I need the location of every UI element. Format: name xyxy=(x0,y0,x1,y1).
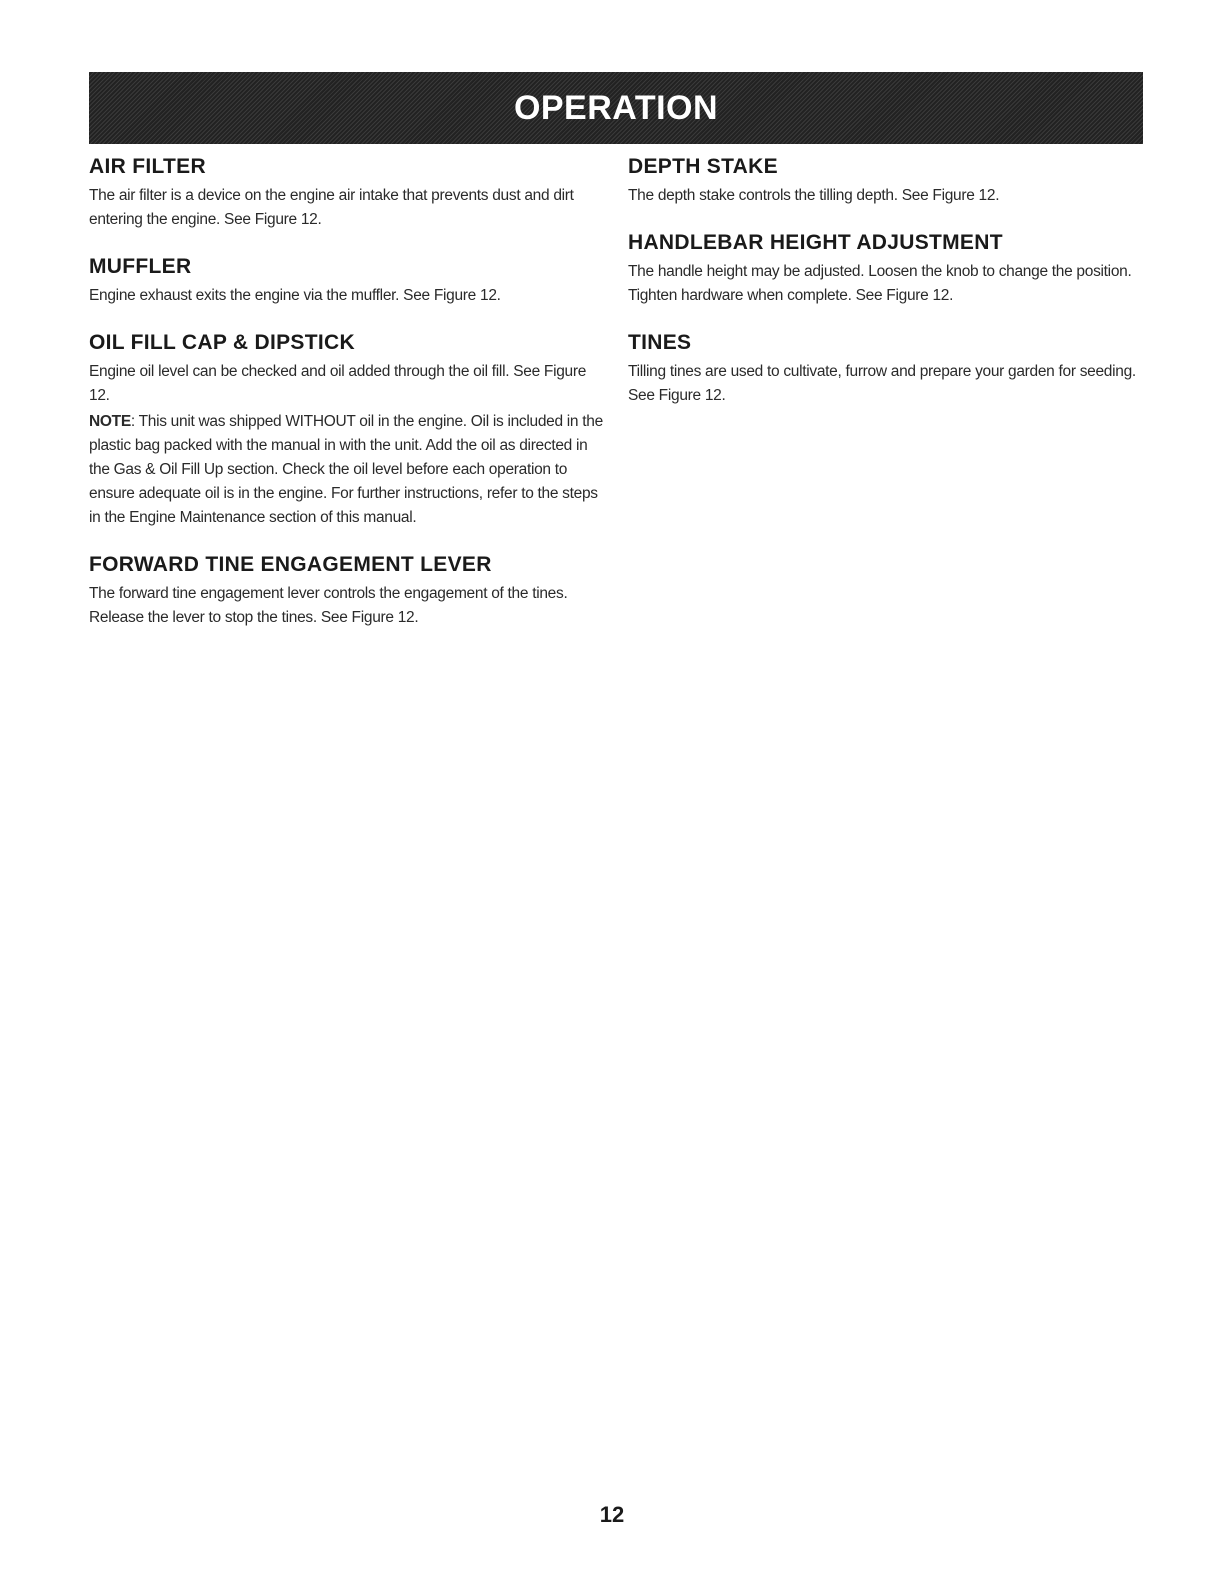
depth-stake-section xyxy=(628,154,1143,208)
depth-stake-heading: DEPTH STAKE xyxy=(628,155,778,178)
tines-section xyxy=(628,330,1143,408)
left-column xyxy=(89,154,604,652)
oil-fill-text: Engine oil level can be checked and oil added through the oil fill. See Figure 12. xyxy=(89,363,587,404)
handlebar-heading: HANDLEBAR HEIGHT ADJUSTMENT xyxy=(628,231,1003,254)
oil-fill-heading: OIL FILL CAP & DIPSTICK xyxy=(89,331,355,354)
note-text: : This unit was shipped WITHOUT oil in the engine. Oil is included in the plastic bag packed with the manual in with the unit. Add the oil as directed in the Gas & Oil Fill Up section. Check the oil level before each operation to ensure adequate oil is in the engine. For further instructions, refer to the steps in the Engine Maintenance section of this manual. xyxy=(89,413,603,526)
note-label: NOTE xyxy=(89,413,131,430)
air-filter-heading: AIR FILTER xyxy=(89,155,206,178)
banner-title: OPERATION xyxy=(513,88,719,127)
muffler-text: Engine exhaust exits the engine via the muffler. See Figure 12. xyxy=(89,287,501,304)
oil-fill-section xyxy=(89,330,604,530)
depth-stake-text: The depth stake controls the tilling depth. See Figure 12. xyxy=(628,187,1000,204)
forward-tine-section xyxy=(89,552,604,630)
handlebar-text: The handle height may be adjusted. Loosen the knob to change the position. Tighten hardware when complete. See Figure 12. xyxy=(628,263,1132,304)
forward-tine-text: The forward tine engagement lever controls the engagement of the tines. Release the lever to stop the tines. See Figure 12. xyxy=(89,585,568,626)
forward-tine-heading: FORWARD TINE ENGAGEMENT LEVER xyxy=(89,553,492,576)
handlebar-section xyxy=(628,230,1143,308)
right-column xyxy=(628,154,1143,430)
muffler-heading: MUFFLER xyxy=(89,255,192,278)
muffler-section xyxy=(89,254,604,308)
section-banner xyxy=(89,72,1143,144)
air-filter-section xyxy=(89,154,604,232)
tines-text: Tilling tines are used to cultivate, furrow and prepare your garden for seeding. See Figure 12. xyxy=(628,363,1136,404)
tines-heading: TINES xyxy=(628,331,692,354)
page-number: 12 xyxy=(599,1502,625,1527)
air-filter-text: The air filter is a device on the engine air intake that prevents dust and dirt entering the engine. See Figure 12. xyxy=(89,187,574,228)
oil-fill-note xyxy=(89,410,604,530)
